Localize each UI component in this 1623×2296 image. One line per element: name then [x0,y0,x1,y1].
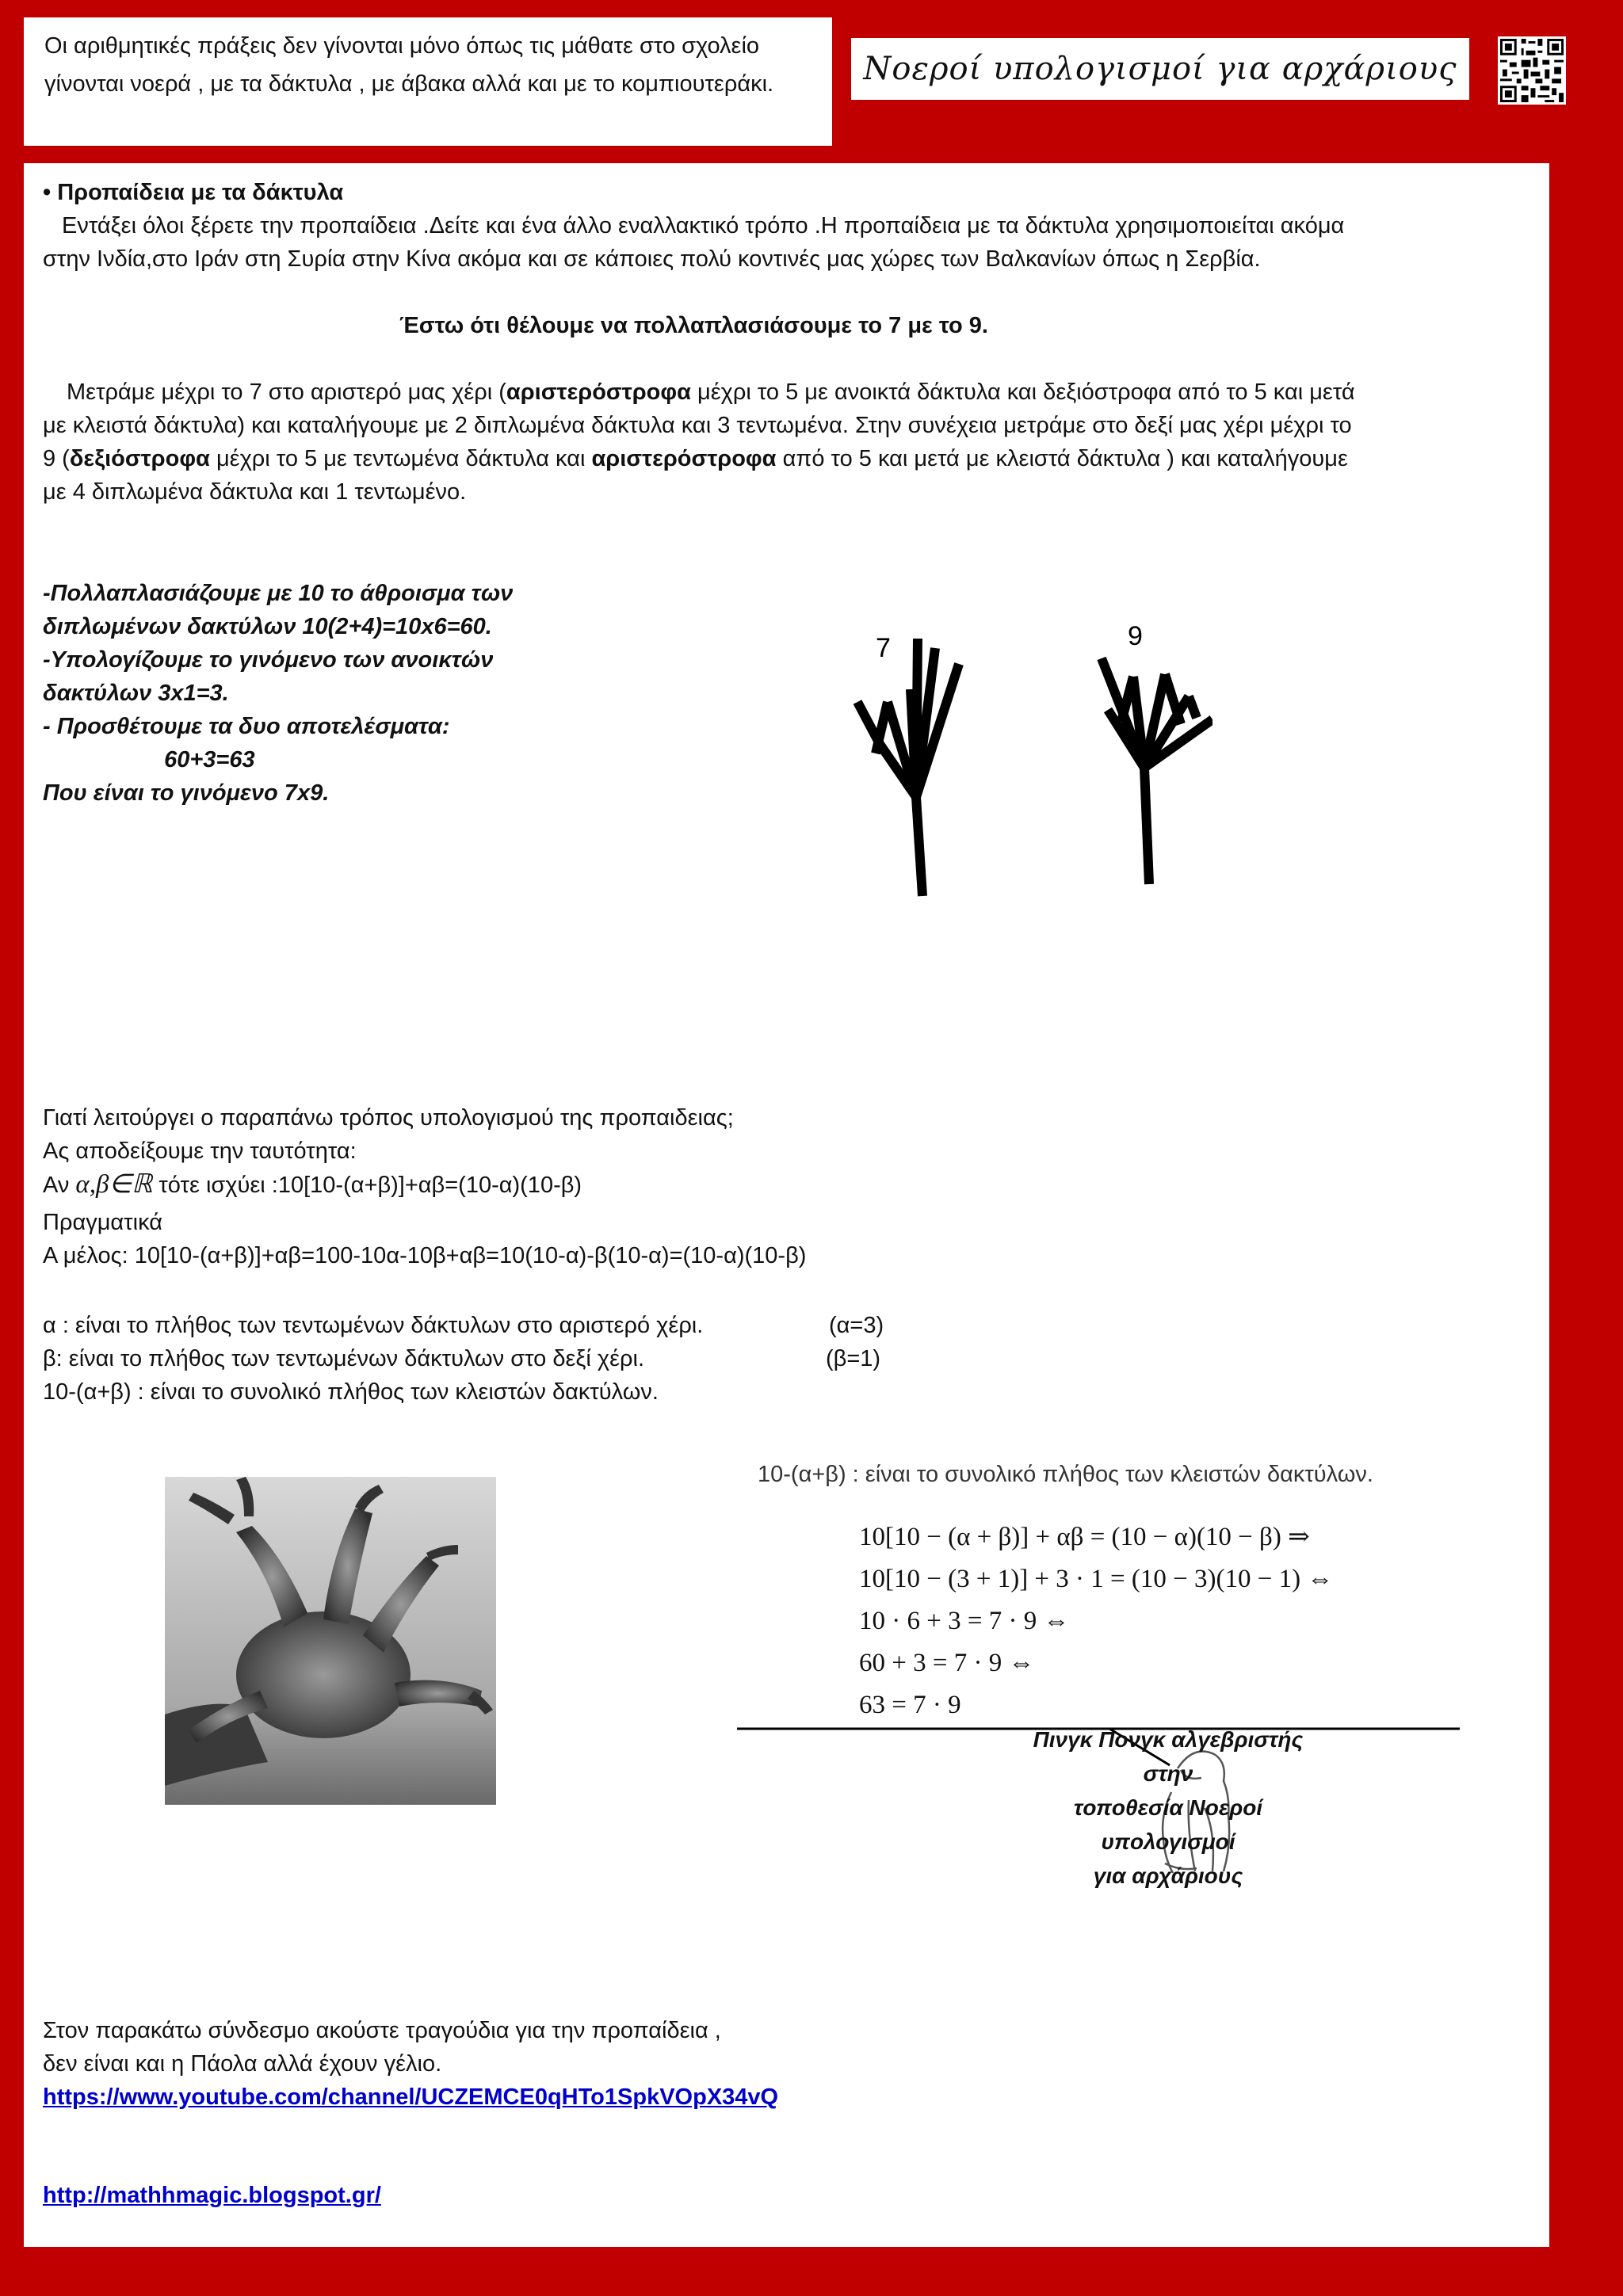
derivation-line: 60 + 3 = 7 · 9 ⇔ [859,1649,1035,1677]
left-hand-label: 7 [876,633,891,663]
right-hand-label: 9 [1128,621,1143,651]
left-hand-seven-drawing [857,639,959,916]
intro-paragraph-line-2: στην Ινδία,στο Ιράν στη Συρία στην Κίνα ακόμα και σε κάποιες πολύ κοντινές μας χώρες των Βαλκανίων όπως η Σερβία. [43,246,1261,272]
definition-alpha-value: (α=3) [829,1313,884,1338]
main-content [24,163,1549,2247]
derivation-line: 10 · 6 + 3 = 7 · 9 ⇔ [859,1607,1070,1635]
derivation-line: 10[10 − (3 + 1)] + 3 · 1 = (10 − 3)(10 − 1) ⇔ [859,1565,1334,1593]
section-heading: • Προπαίδεια με τα δάκτυλα [43,180,344,205]
proof-question: Γιατί λειτούργει ο παραπάνω τρόπος υπολογισμού της προπαιδειας; [43,1105,734,1131]
step-line: διπλωμένων δακτύλων 10(2+4)=10x6=60. [43,614,492,639]
counting-line-3: 9 (δεξιόστροφα μέχρι το 5 με τεντωμένα δάκτυλα και αριστερόστροφα από το 5 και μετά με κλειστά δάκτυλα ) και καταλήγουμε [43,446,1348,471]
footer-line-2: δεν είναι και η Πάολα αλλά έχουν γέλιο. [43,2051,442,2077]
step-line: δακτύλων 3x1=3. [43,681,229,706]
intro-text-box [24,17,832,146]
definition-closed: 10-(α+β) : είναι το συνολικό πλήθος των κλειστών δακτύλων. [43,1379,659,1405]
derivation-caption: 10-(α+β) : είναι το συνολικό πλήθος των κλειστών δακτύλων. [758,1462,1373,1487]
counting-line-2: με κλειστά δάκτυλα) και καταλήγουμε με 2 διπλωμένα δάκτυλα και 3 τεντωμένα. Στην συνέχεια μετράμε στο δεξί μας χέρι μέχρι το [43,413,1352,438]
step-line: Που είναι το γινόμενο 7x9. [43,780,330,806]
blog-link-anchor[interactable]: http://mathhmagic.blogspot.gr/ [43,2183,381,2208]
many-fingered-hand-photo [165,1477,496,1805]
proof-line-4: Πραγματικά [43,1210,162,1235]
finger-diagram [816,512,1212,916]
definition-beta: β: είναι το πλήθος των τεντωμένων δάκτυλων στο δεξί χέρι. [43,1346,645,1371]
definition-beta-value: (β=1) [826,1346,881,1371]
footer-line-1: Στον παρακάτω σύνδεσμο ακούστε τραγούδια για την προπαίδεια , [43,2018,721,2043]
step-line: 60+3=63 [43,747,255,772]
derivation-line: 63 = 7 · 9 [859,1691,961,1719]
step-line: -Υπολογίζουμε το γινόμενο των ανοικτών [43,647,494,673]
youtube-link[interactable] [43,2081,778,2114]
proof-line-2: Ας αποδείξουμε την ταυτότητα: [43,1138,357,1164]
intro-text: Οι αριθμητικές πράξεις δεν γίνονται μόνο όπως τις μάθατε στο σχολείο γίνονται νοερά , με τα δάκτυλα , με άβακα αλλά και με το κομπιουτεράκι. [44,33,774,97]
step-line: -Πολλαπλασιάζουμε με 10 το άθροισμα των [43,581,514,606]
monkey-caption: Πινγκ Πονγκ αλγεβριστής στην τοποθεσία Νοεροί υπολογισμοί για αρχάριους [1033,1727,1304,1888]
derivation-line: 10[10 − (α + β)] + αβ = (10 − α)(10 − β) ⇒ [859,1523,1310,1551]
blog-link[interactable] [43,2179,381,2212]
proof-line-5: Α μέλος: 10[10-(α+β)]+αβ=100-10α-10β+αβ=10(10-α)-β(10-α)=(10-α)(10-β) [43,1243,807,1268]
intro-paragraph-line-1: Εντάξει όλοι ξέρετε την προπαίδεια .Δείτε και ένα άλλο εναλλακτικό τρόπο .Η προπαίδεια με τα δάκτυλα χρησιμοποιείται ακόμα [62,213,1345,238]
definition-alpha: α : είναι το πλήθος των τεντωμένων δάκτυλων στο αριστερό χέρι. [43,1313,704,1338]
step-line: - Προσθέτουμε τα δυο αποτελέσματα: [43,714,450,739]
qr-code-icon[interactable] [1498,36,1566,105]
page-title: Νοεροί υπολογισμοί για αρχάριους [851,38,1469,100]
youtube-link-anchor[interactable]: https://www.youtube.com/channel/UCZEMCE0qHTo1SpkVOpX34vQ [43,2084,779,2110]
right-hand-nine-drawing [1102,658,1212,884]
proof-identity: Αν α,β∈ℝ τότε ισχύει :10[10-(α+β)]+αβ=(10-α)(10-β) [43,1170,582,1199]
counting-line-1: Μετράμε μέχρι το 7 στο αριστερό μας χέρι (αριστερόστροφα μέχρι το 5 με ανοικτά δάκτυλα και δεξιόστροφα από το 5 και μετά [67,379,1355,405]
example-title: Έστω ότι θέλουμε να πολλαπλασιάσουμε το 7 με το 9. [399,313,988,338]
counting-line-4: με 4 διπλωμένα δάκτυλα και 1 τεντωμένο. [43,479,467,505]
